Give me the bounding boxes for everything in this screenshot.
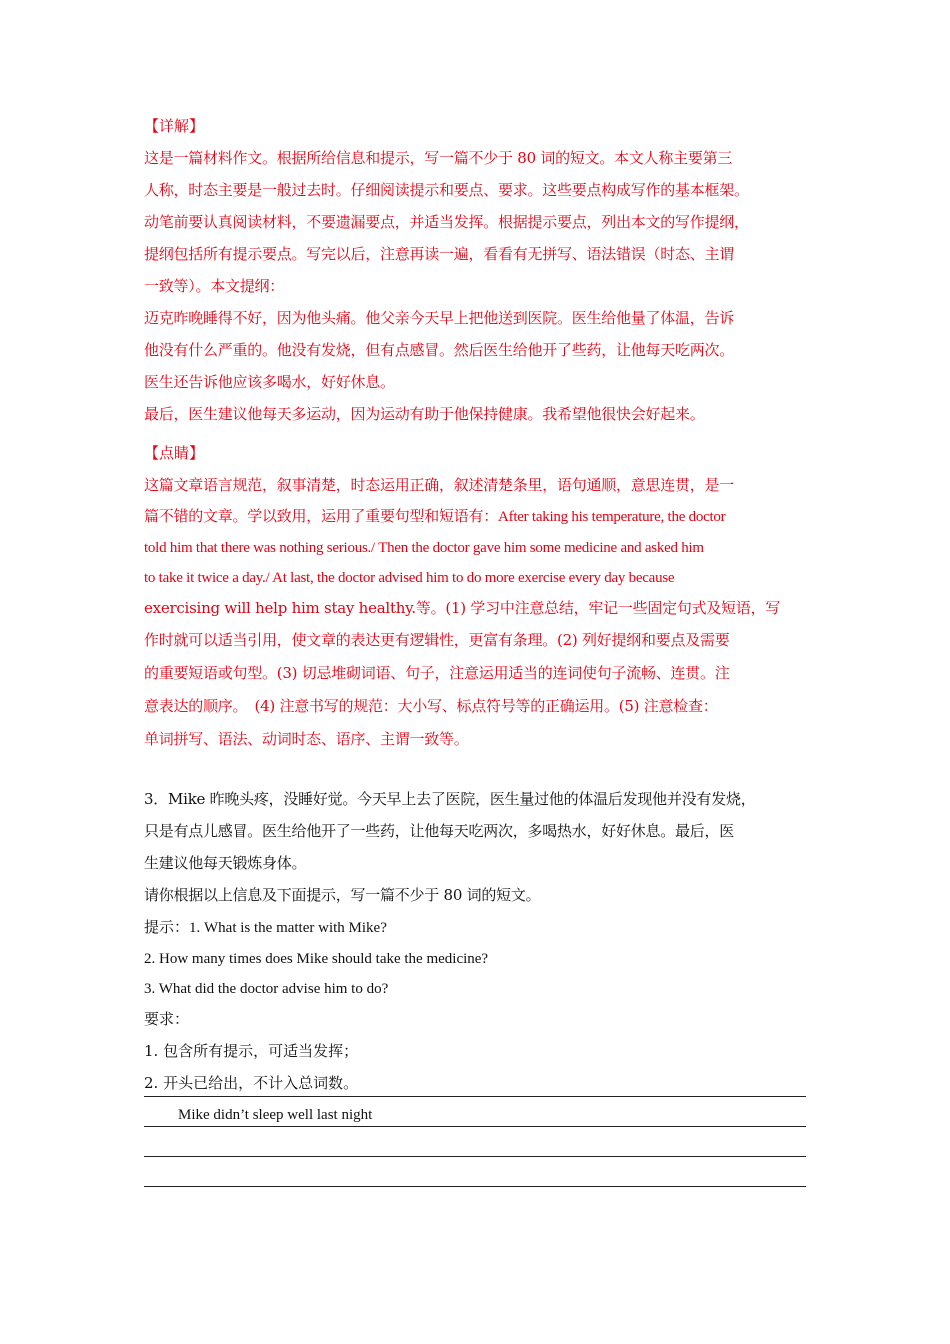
highlight-line: told him that there was nothing serious./ Then the doctor gave him some medicine and asked him bbox=[144, 540, 704, 556]
requirement-item: 2. 开头已给出，不计入总词数。 bbox=[144, 1074, 359, 1092]
answer-line bbox=[144, 1126, 806, 1127]
question-paragraph-line: 3．Mike 昨晚头疼，没睡好觉。今天早上去了医院，医生量过他的体温后发现他并没有发烧， bbox=[144, 790, 756, 808]
requirements-heading: 要求： bbox=[144, 1010, 190, 1028]
explanation-heading: 【详解】 bbox=[144, 117, 205, 135]
explanation-line: 人称，时态主要是一般过去时。仔细阅读提示和要点、要求。这些要点构成写作的基本框架。 bbox=[144, 181, 749, 199]
highlight-section bbox=[144, 437, 806, 756]
highlight-heading: 【点睛】 bbox=[144, 444, 205, 462]
highlight-line: exercising will help him stay healthy.等。(1) 学习中注意总结，牢记一些固定句式及短语，写 bbox=[144, 599, 781, 617]
outline-line: 最后，医生建议他每天多运动，因为运动有助于他保持健康。我希望他很快会好起来。 bbox=[144, 405, 705, 423]
explanation-line: 一致等）。本文提纲： bbox=[144, 277, 285, 295]
outline-line: 他没有什么严重的。他没有发烧，但有点感冒。然后医生给他开了些药，让他每天吃两次。 bbox=[144, 341, 735, 359]
highlight-line: 篇不错的文章。学以致用，运用了重要句型和短语有：After taking his temperature, the doctor bbox=[144, 509, 726, 525]
question-prompt: 2. How many times does Mike should take the medicine? bbox=[144, 951, 489, 967]
explanation-line: 提纲包括所有提示要点。写完以后，注意再读一遍，看看有无拼写、语法错误（时态、主谓 bbox=[144, 245, 735, 263]
outline-line: 迈克昨晚睡得不好，因为他头痛。他父亲今天早上把他送到医院。医生给他量了体温，告诉 bbox=[144, 309, 735, 327]
answer-line bbox=[144, 1156, 806, 1157]
question-3 bbox=[144, 783, 806, 1127]
question-prompt: 3. What did the doctor advise him to do? bbox=[144, 981, 389, 997]
question-paragraph-line: 生建议他每天锻炼身体。 bbox=[144, 854, 307, 872]
answer-line bbox=[144, 1096, 806, 1097]
highlight-line: 这篇文章语言规范，叙事清楚，时态运用正确，叙述清楚条里，语句通顺，意思连贯，是一 bbox=[144, 476, 735, 494]
explanation-section bbox=[144, 110, 806, 430]
answer-line bbox=[144, 1186, 806, 1187]
highlight-line: 作时就可以适当引用，使文章的表达更有逻辑性，更富有条理。(2) 列好提纲和要点及需要 bbox=[144, 631, 730, 649]
question-prompt: 提示：1. What is the matter with Mike? bbox=[144, 920, 387, 936]
answer-lines bbox=[144, 1096, 806, 1216]
highlight-line: 的重要短语或句型。(3) 切忌堆砌词语、句子，注意运用适当的连词使句子流畅、连贯。注 bbox=[144, 664, 730, 682]
highlight-line: to take it twice a day./ At last, the doctor advised him to do more exercise every day because bbox=[144, 570, 675, 586]
essay-opening: Mike didn’t sleep well last night bbox=[178, 1107, 373, 1123]
explanation-line: 动笔前要认真阅读材料，不要遗漏要点，并适当发挥。根据提示要点，列出本文的写作提纲， bbox=[144, 213, 749, 231]
question-paragraph-line: 只是有点儿感冒。医生给他开了一些药，让他每天吃两次，多喝热水，好好休息。最后，医 bbox=[144, 822, 735, 840]
highlight-line: 意表达的顺序。 (4) 注意书写的规范：大小写、标点符号等的正确运用。(5) 注意检查： bbox=[144, 697, 718, 715]
explanation-line: 这是一篇材料作文。根据所给信息和提示，写一篇不少于 80 词的短文。本文人称主要第三 bbox=[144, 149, 733, 167]
requirement-item: 1. 包含所有提示，可适当发挥； bbox=[144, 1042, 359, 1060]
outline-line: 医生还告诉他应该多喝水，好好休息。 bbox=[144, 373, 395, 391]
highlight-line: 单词拼写、语法、动词时态、语序、主谓一致等。 bbox=[144, 730, 469, 748]
question-instruction: 请你根据以上信息及下面提示，写一篇不少于 80 词的短文。 bbox=[144, 886, 541, 904]
